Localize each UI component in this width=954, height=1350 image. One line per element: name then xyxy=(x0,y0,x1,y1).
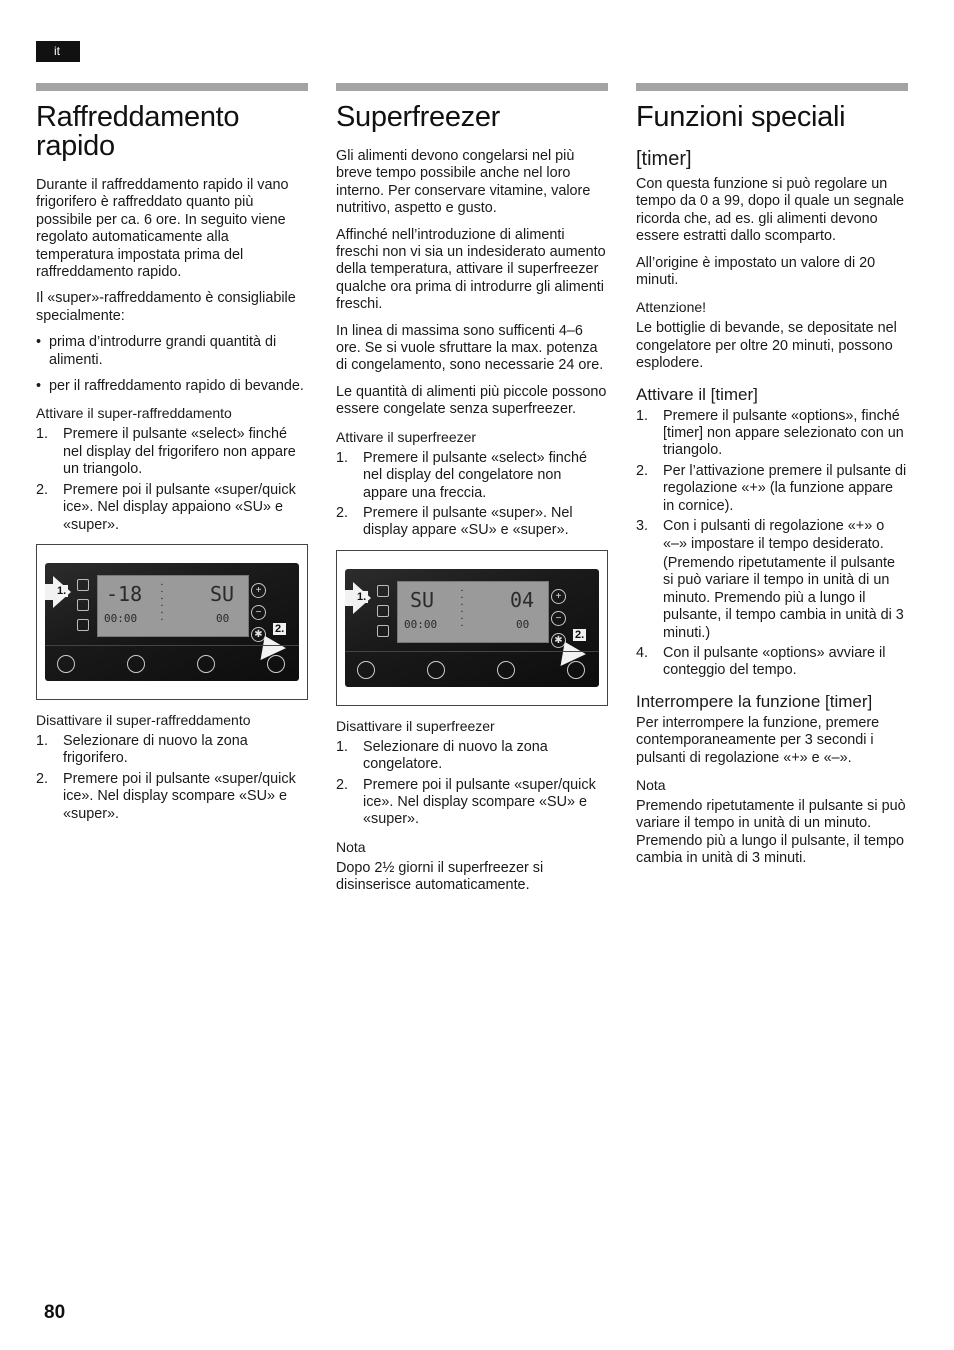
select-icon xyxy=(77,579,89,591)
menu-list-icon: ▪ ▪ ▪ ▪ ▪ ▪ xyxy=(161,581,163,623)
list-item: 2. Premere poi il pulsante «super/quick ice». Nel display scompare «SU» e «super». xyxy=(36,770,296,822)
step-marker: 2. xyxy=(275,622,285,635)
subsection-title: Attivare il [timer] xyxy=(636,384,758,404)
language-tag: it xyxy=(36,41,80,62)
plus-icon: + xyxy=(251,583,266,598)
minus-icon: − xyxy=(551,611,566,626)
paragraph: Le quantità di alimenti più piccole possono essere congelate senza superfreezer. xyxy=(336,383,607,418)
step-list xyxy=(36,426,308,533)
crushed-ice-icon xyxy=(267,655,285,673)
subheading: Nota xyxy=(336,838,366,855)
ice-icon xyxy=(197,655,215,673)
section-rule xyxy=(36,83,308,91)
door-icon xyxy=(357,661,375,679)
ice-icon xyxy=(497,661,515,679)
section-rule xyxy=(336,83,608,91)
column-superfreezer xyxy=(336,83,608,904)
display-value: 04 xyxy=(510,587,535,612)
paragraph: In linea di massima sono sufficenti 4–6 ore. Se si vuole sfruttare la max. potenza di congelamento, sono necessarie 24 ore. xyxy=(336,322,604,374)
snowflake-icon: ✱ xyxy=(251,627,266,642)
menu-list-icon: ▪ ▪ ▪ ▪ ▪ ▪ xyxy=(461,587,463,629)
paragraph: Con questa funzione si può regolare un tempo da 0 a 99, dopo il quale un segnale ricorda che, ad es. gli alimenti devono essere estratti dallo scomparto. xyxy=(636,176,905,245)
snowflake-icon: ✱ xyxy=(551,633,566,648)
step-list xyxy=(336,450,608,540)
display-screen xyxy=(397,581,549,643)
control-panel-illustration xyxy=(345,569,599,687)
column-quick-cooling xyxy=(36,83,308,827)
column-special-functions xyxy=(636,83,908,877)
display-screen xyxy=(97,575,249,637)
lock-icon xyxy=(77,599,89,611)
list-item: 2. Premere il pulsante «super». Nel display appare «SU» e «super». xyxy=(336,504,573,539)
list-item: 1. Selezionare di nuovo la zona frigorifero. xyxy=(36,732,248,767)
list-item: 1. Selezionare di nuovo la zona congelatore. xyxy=(336,738,548,773)
step-list xyxy=(336,739,608,829)
display-time: 00 xyxy=(216,611,230,625)
display-time: 00 xyxy=(516,617,530,631)
step-marker: 1. xyxy=(57,584,67,597)
water-icon xyxy=(427,661,445,679)
paragraph: Per interrompere la funzione, premere contemporaneamente per 3 secondi i pulsanti di regolazione «+» e «–». xyxy=(636,714,880,766)
step-list xyxy=(36,733,308,823)
list-item: 2. Per l’attivazione premere il pulsante di regolazione «+» (la funzione appare in cornice). xyxy=(636,462,907,514)
paragraph: Le bottiglie di bevande, se depositate nel congelatore per oltre 20 minuti, possono esplodere. xyxy=(636,320,897,372)
display-value: SU xyxy=(410,587,435,612)
display-value: SU xyxy=(210,581,235,606)
list-item: 1. Premere il pulsante «select» finché nel display del frigorifero non appare un triangolo. xyxy=(36,426,296,478)
bullet-list xyxy=(36,334,308,395)
page-number: 80 xyxy=(44,1302,66,1323)
section-title: Raffreddamento rapido xyxy=(36,101,240,162)
list-item: 4. Con il pulsante «options» avviare il conteggio del tempo. xyxy=(636,644,886,679)
subheading: Attivare il superfreezer xyxy=(336,428,477,445)
section-title: Superfreezer xyxy=(336,101,501,133)
paragraph: Affinché nell’introduzione di alimenti freschi non vi sia un indesiderato aumento della temperatura, attivare il superfreezer qualche ora prima di introdurre gli alimenti freschi. xyxy=(336,226,606,313)
list-item: 2. Premere poi il pulsante «super/quick ice». Nel display scompare «SU» e «super». xyxy=(336,776,596,828)
divider xyxy=(45,645,299,646)
section-title: Funzioni speciali xyxy=(636,101,846,133)
control-panel-figure xyxy=(36,544,308,700)
display-value: -18 xyxy=(106,581,143,606)
section-rule xyxy=(636,83,908,91)
step-list xyxy=(636,408,908,680)
crushed-ice-icon xyxy=(567,661,585,679)
subheading: Attivare il super-raffreddamento xyxy=(36,405,232,422)
list-item: 1. Premere il pulsante «select» finché nel display del congelatore non appare una freccia. xyxy=(336,449,587,501)
plus-icon: + xyxy=(551,589,566,604)
subheading: Attenzione! xyxy=(636,299,707,316)
control-panel-figure xyxy=(336,550,608,706)
paragraph: Premendo ripetutamente il pulsante si può variare il tempo in unità di un minuto. Premendo più a lungo il pulsante, il tempo cambia in unità di 3 minuti. xyxy=(636,797,906,867)
list-item: • prima d’introdurre grandi quantità di alimenti. xyxy=(36,334,308,369)
list-item: • per il raffreddamento rapido di bevande. xyxy=(36,378,308,395)
subheading: Nota xyxy=(636,776,666,793)
step-marker: 1. xyxy=(357,590,367,603)
door-icon xyxy=(57,655,75,673)
subheading: Disattivare il super-raffreddamento xyxy=(36,711,251,728)
paragraph: Durante il raffreddamento rapido il vano frigorifero è raffreddato quanto più possibile per ca. 6 ore. In seguito viene regolato automaticamente alla temperatura impostata prima del raffreddamento rapido. xyxy=(36,177,289,281)
lock-icon xyxy=(377,605,389,617)
subsection-title: [timer] xyxy=(636,148,692,170)
list-item: 1. Premere il pulsante «options», finché [timer] non appare selezionato con un triangolo. xyxy=(636,407,904,459)
paragraph: Gli alimenti devono congelarsi nel più breve tempo possibile anche nel loro interno. Per conservare vitamine, valore nutritivo, aspetto e gusto. xyxy=(336,148,591,217)
list-item: 3. Con i pulsanti di regolazione «+» o «–» impostare il tempo desiderato. (Premendo ripetutamente il pulsante si può variare il tempo in unità di un minuto. Premendo più a lungo il pulsante, il tempo cambia in unità di 3 minuti.) xyxy=(636,518,904,641)
alarm-icon xyxy=(377,625,389,637)
divider xyxy=(345,651,599,652)
display-time: 00:00 xyxy=(104,611,138,625)
paragraph: All’origine è impostato un valore di 20 minuti. xyxy=(636,254,876,289)
control-panel-illustration xyxy=(45,563,299,681)
water-icon xyxy=(127,655,145,673)
select-icon xyxy=(377,585,389,597)
minus-icon: − xyxy=(251,605,266,620)
subheading: Disattivare il superfreezer xyxy=(336,717,495,734)
step-marker: 2. xyxy=(575,628,585,641)
list-item: 2. Premere poi il pulsante «super/quick ice». Nel display appaiono «SU» e «super». xyxy=(36,481,296,533)
paragraph: Dopo 2½ giorni il superfreezer si disinserisce automaticamente. xyxy=(336,859,544,894)
display-time: 00:00 xyxy=(404,617,438,631)
subsection-title: Interrompere la funzione [timer] xyxy=(636,691,873,711)
paragraph: Il «super»-raffreddamento è consigliabile specialmente: xyxy=(36,290,296,324)
alarm-icon xyxy=(77,619,89,631)
